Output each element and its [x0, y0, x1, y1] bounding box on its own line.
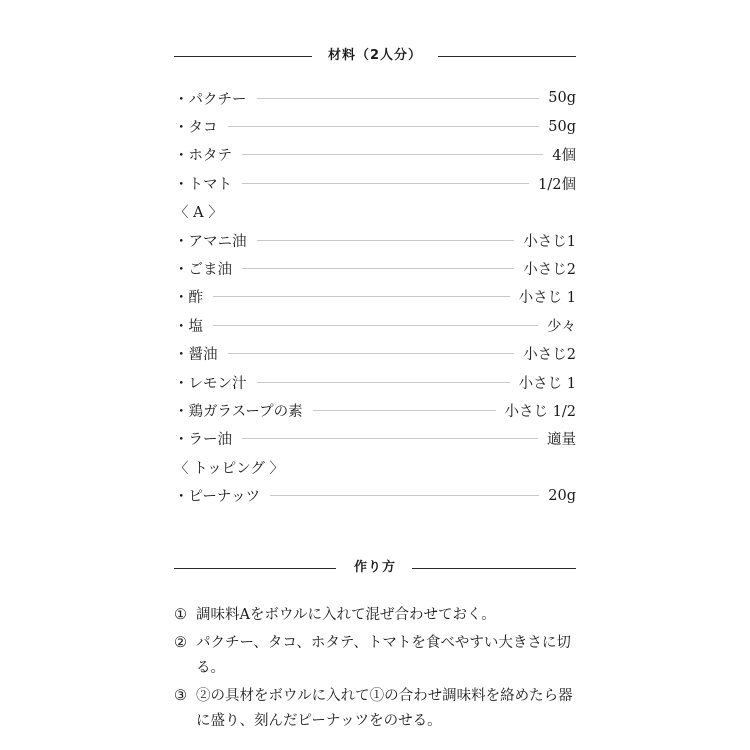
ingredient-row-chili-oil — [174, 425, 576, 453]
step-text: パクチー、タコ、ホタテ、トマトを食べやすい大きさに切る。 — [196, 635, 571, 676]
leader-line — [228, 126, 540, 127]
ingredient-name: ・アマニ油 — [174, 233, 247, 250]
ingredient-group-label-topping — [174, 453, 576, 481]
leader-line — [242, 154, 543, 155]
leader-line — [213, 296, 510, 297]
ingredient-amount: 4個 — [552, 148, 576, 165]
ingredient-amount: 小さじ2 — [523, 347, 576, 364]
ingredient-name: ・ラー油 — [174, 432, 232, 449]
ingredient-amount: 50g — [548, 118, 576, 135]
method-step-2 — [174, 631, 578, 681]
leader-line — [213, 325, 538, 326]
ingredient-list — [174, 84, 576, 510]
ingredient-name: ・ホタテ — [174, 148, 232, 165]
heading-rule-right — [412, 568, 576, 569]
ingredient-row-hotate — [174, 141, 576, 169]
ingredient-amount: 1/2個 — [538, 176, 576, 193]
leader-line — [228, 353, 515, 354]
ingredient-row-amani-oil — [174, 226, 576, 254]
method-step-1 — [174, 603, 578, 628]
ingredient-row-soy-sauce — [174, 340, 576, 368]
ingredient-row-lemon-juice — [174, 368, 576, 396]
leader-line — [257, 98, 540, 99]
ingredient-name: ・トマト — [174, 176, 232, 193]
ingredient-name: ・パクチー — [174, 91, 247, 108]
ingredient-name: ・醤油 — [174, 347, 218, 364]
ingredient-group-label-a — [174, 198, 576, 226]
leader-line — [257, 240, 515, 241]
ingredient-name: ・塩 — [174, 318, 203, 335]
leader-line — [242, 183, 529, 184]
leader-line — [257, 382, 510, 383]
ingredient-row-peanuts — [174, 481, 576, 509]
leader-line — [242, 268, 514, 269]
ingredient-name: ・酢 — [174, 290, 203, 307]
ingredient-name: ・タコ — [174, 120, 218, 137]
ingredient-row-vinegar — [174, 283, 576, 311]
ingredient-row-salt — [174, 311, 576, 339]
step-number: ② — [174, 635, 187, 651]
step-text: 調味料Aをボウルに入れて混ぜ合わせておく。 — [196, 607, 496, 623]
ingredient-name: ・鶏ガラスープの素 — [174, 403, 303, 420]
step-text: ②の具材をボウルに入れて①の合わせ調味料を絡めたら器に盛り、刻んだピーナッツをのせる。 — [196, 688, 573, 729]
method-steps — [174, 603, 578, 737]
ingredient-row-tomato — [174, 169, 576, 197]
step-number: ① — [174, 607, 187, 623]
ingredient-amount: 小さじ2 — [523, 262, 576, 279]
ingredient-name: ・ピーナッツ — [174, 489, 261, 506]
heading-rule-right — [438, 56, 576, 57]
ingredient-row-pakuchi — [174, 84, 576, 112]
method-section-heading — [174, 558, 576, 578]
ingredient-amount: 少々 — [547, 318, 576, 335]
leader-line — [313, 410, 496, 411]
ingredient-row-chicken-stock — [174, 396, 576, 424]
method-step-3 — [174, 684, 578, 734]
ingredient-amount: 適量 — [547, 432, 576, 449]
ingredient-amount: 20g — [548, 487, 576, 504]
ingredients-heading-text: 材料（2人分） — [327, 48, 423, 63]
ingredient-name: ・レモン汁 — [174, 375, 247, 392]
ingredient-name: ・ごま油 — [174, 262, 232, 279]
ingredient-row-sesame-oil — [174, 254, 576, 282]
ingredients-section-heading — [174, 46, 576, 66]
ingredient-amount: 小さじ 1/2 — [504, 403, 576, 420]
ingredient-amount: 小さじ1 — [523, 233, 576, 250]
group-label-text: 〈 A 〉 — [174, 205, 223, 222]
leader-line — [270, 495, 539, 496]
ingredient-amount: 50g — [548, 90, 576, 107]
ingredient-amount: 小さじ 1 — [518, 375, 576, 392]
step-number: ③ — [174, 688, 187, 704]
ingredient-row-tako — [174, 112, 576, 140]
ingredient-amount: 小さじ 1 — [518, 290, 576, 307]
leader-line — [242, 438, 538, 439]
group-label-text: 〈 トッピング 〉 — [174, 460, 284, 477]
method-heading-text: 作り方 — [353, 560, 396, 575]
